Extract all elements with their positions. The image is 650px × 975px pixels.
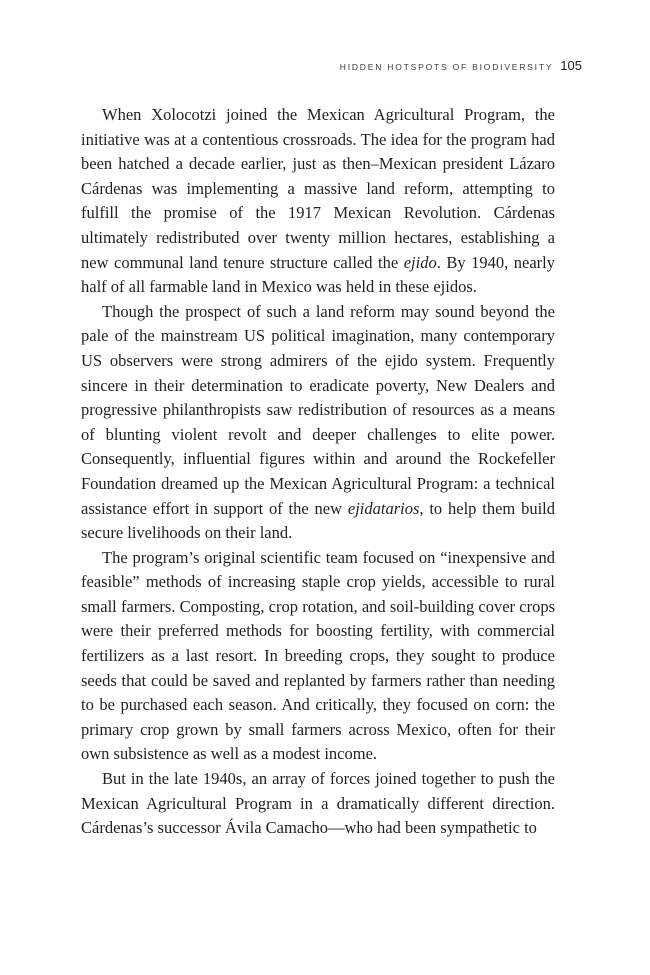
text-segment: When Xolocotzi joined the Mexican Agricultural Program, the initiative was at a contentious crossroads. The idea for the program had been hatched a decade earlier, just as then–Mexican president Lázaro Cárdenas was implementing a massive land reform, attempting to fulfill the promise of the 1917 Mexican Revolution. Cárdenas ultimately redistributed over twenty million hectares, establishing a new communal land tenure structure called the — [81, 105, 555, 272]
paragraph — [81, 767, 555, 841]
page-number: 105 — [560, 58, 582, 73]
text-segment: , to help them build secure livelihoods on their land. — [81, 498, 555, 543]
running-title: HIDDEN HOTSPOTS OF BIODIVERSITY — [339, 62, 554, 72]
italic-term-ejido: ejido — [403, 252, 437, 272]
running-head — [340, 58, 582, 73]
paragraph — [81, 300, 555, 546]
body-text — [81, 103, 555, 841]
italic-term-ejidatarios: ejidatarios — [347, 498, 420, 518]
paragraph — [81, 546, 555, 767]
paragraph — [81, 103, 555, 300]
text-segment: . By 1940, nearly half of all farmable land in Mexico was held in these ejidos. — [81, 252, 556, 297]
text-segment: Though the prospect of such a land reform may sound beyond the pale of the mainstream US political imagination, many contemporary US observers were strong admirers of the ejido system. Frequently sincere in their determination to eradicate poverty, New Dealers and progressive philanthropists saw redistribution of resources as a means of blunting violent revolt and deeper challenges to elite power. Consequently, influential figures within and around the Rockefeller Foundation dreamed up the Mexican Agricultural Program: a technical assistance effort in support of the new — [81, 301, 555, 518]
text-segment: But in the late 1940s, an array of forces joined together to push the Mexican Agricultural Program in a dramatically different direction. Cárdenas’s successor Ávila Camacho—who had been sympathetic to — [81, 769, 555, 838]
text-segment: The program’s original scientific team focused on “inexpensive and feasible” methods of increasing staple crop yields, accessible to rural small farmers. Composting, crop rotation, and soil-building cover crops were their preferred methods for boosting fertility, with commercial fertilizers as a last resort. In breeding crops, they sought to produce seeds that could be saved and replanted by farmers rather than needing to be purchased each season. And critically, they focused on corn: the primary crop grown by small farmers across Mexico, often for their own subsistence as well as a modest income. — [81, 547, 555, 764]
